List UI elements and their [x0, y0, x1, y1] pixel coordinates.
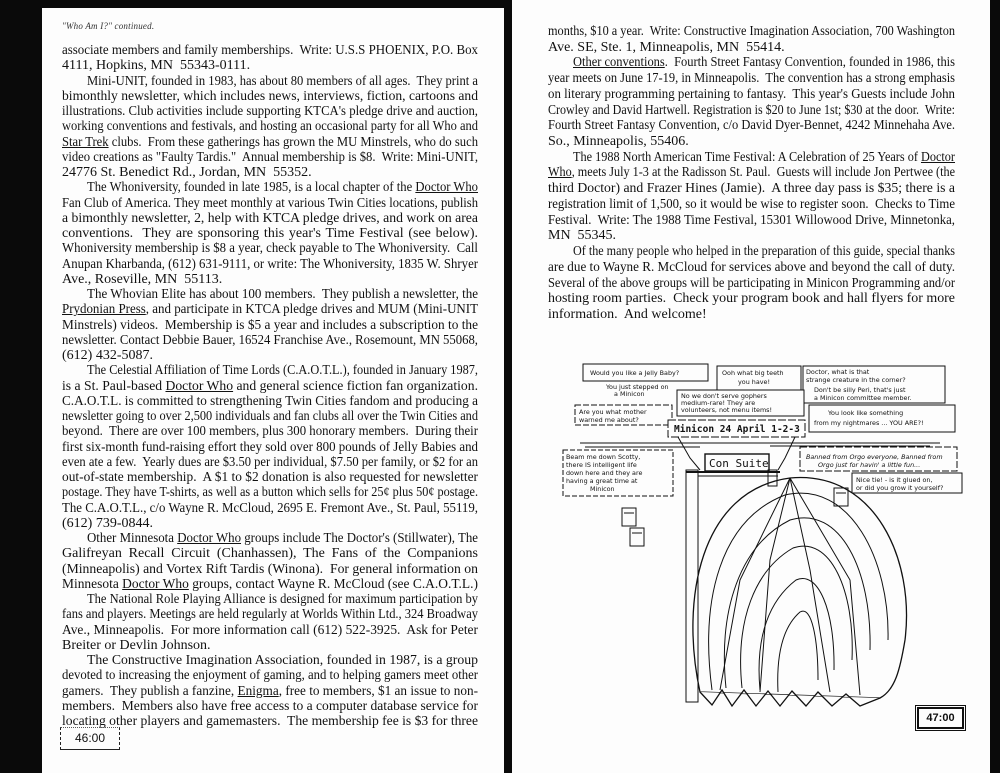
text-line: [548, 276, 955, 292]
text-line: [62, 119, 478, 134]
text-line: [62, 501, 478, 516]
text-line-content: members. Members also have free access to a computer database service for: [62, 698, 478, 714]
page-number-right: 47:00: [917, 707, 964, 729]
text-line: [548, 307, 955, 323]
svg-text:Orgo just for havin' a little: Orgo just for havin' a little fun...: [818, 461, 921, 469]
text-line: [62, 668, 478, 683]
svg-text:warned me about?: warned me about?: [579, 416, 639, 424]
text-line: [548, 244, 955, 260]
minicon-cartoon-illustration: [560, 355, 990, 710]
text-line: [62, 287, 478, 302]
text-line: [548, 134, 955, 150]
text-line-content: working conventions and festivals, and hosting an occasional party for all Who and: [62, 119, 478, 135]
text-line: [62, 211, 478, 226]
text-line: [62, 104, 478, 119]
svg-text:or did you grow it yourself?: or did you grow it yourself?: [856, 484, 944, 492]
text-line-content: on literary programming pertaining to fantasy. This year's Guests include John: [548, 86, 955, 102]
text-line-content: Ave. SE, Ste. 1, Minneapolis, MN 55414.: [548, 39, 785, 55]
text-line-content: Other conventions. Fourth Street Fantasy Convention, founded in 1986, this: [573, 55, 955, 71]
text-line-content: hosting room parties. Check your program book and hall flyers for more: [548, 291, 955, 307]
text-line: [548, 197, 955, 213]
svg-text:you have!: you have!: [738, 378, 771, 386]
running-head: "Who Am I?" continued.: [62, 21, 155, 31]
text-line-content: 4111, Hopkins, MN 55343-0111.: [62, 58, 251, 74]
svg-text:No we don't serve gophers: No we don't serve gophers: [681, 392, 767, 400]
text-line-content: Galifreyan Recall Circuit (Chanhassen), The Fans of the Companions: [62, 546, 478, 562]
text-line-content: Ave., Roseville, MN 55113.: [62, 271, 223, 287]
text-line-content: associate members and family memberships. Write: U.S.S PHOENIX, P.O. Box: [62, 43, 478, 58]
text-line-content: Crowley and David Hartwell. Registration is $20 to June 1st; $30 at the door. Write:: [548, 102, 955, 118]
text-line: [548, 181, 955, 197]
text-line: [548, 291, 955, 307]
text-line: [62, 333, 478, 348]
svg-text:Doctor, what is that: Doctor, what is that: [806, 368, 870, 376]
text-line-content: year meets on June 17-19, in Minneapolis. The convention has a strong emphasis: [548, 71, 955, 87]
svg-text:from my nightmares ... YOU ARE: from my nightmares ... YOU ARE?!: [814, 419, 924, 427]
svg-text:Minicon: Minicon: [590, 485, 615, 493]
svg-text:strange creature in the corner: strange creature in the corner?: [806, 376, 906, 384]
con-suite-text: Con Suite: [709, 457, 769, 470]
text-line-content: Prydonian Press, and participate in KTCA pledge drives and MUM (Mini-UNIT: [62, 302, 478, 318]
text-line: [62, 699, 478, 714]
text-line-content: C.A.O.T.L. is committed to strengthening Twin Cities fandom and producing a: [62, 393, 478, 409]
text-line-content: locating other players and gamemasters. The membership fee is $3 for three: [62, 714, 478, 729]
text-line: [548, 40, 955, 56]
text-line-content: information. And welcome!: [548, 306, 707, 322]
text-line-content: Ave., Minneapolis. For more information call (612) 522-3925. Ask for Peter: [62, 622, 478, 638]
text-line-content: Breiter or Devlin Johnson.: [62, 637, 211, 653]
text-line-content: Festival. Write: The 1988 Time Festival, 15301 Willowood Drive, Minnetonka,: [548, 212, 955, 228]
text-line: [62, 424, 478, 439]
text-line-content: Minnesota Doctor Who groups, contact Wayne R. McCloud (see C.A.O.T.L.): [62, 576, 478, 592]
text-line: [62, 348, 478, 363]
text-line: [62, 409, 478, 424]
text-line-content: Minstrels) videos. Membership is $5 a year and includes a subscription to the: [62, 317, 478, 333]
text-line-content: The National Role Playing Alliance is designed for maximum participation by: [87, 592, 478, 607]
text-line-content: postage. They have T-shirts, as well as a button which sells for 25¢ plus 50¢ postage.: [62, 485, 478, 501]
text-line: [62, 226, 478, 241]
text-line: [548, 150, 955, 166]
text-line-content: registration limit of 1,500, so it would be wise to register soon. Checks to Time: [548, 196, 955, 212]
text-line-content: Star Trek clubs. From these gatherings has grown the MU Minstrels, who do such: [62, 134, 478, 150]
right-page: [512, 0, 990, 773]
text-line: [548, 228, 955, 244]
text-line: [62, 58, 478, 73]
text-line: [62, 257, 478, 272]
text-line-content: Several of the above groups will be participating in Minicon Programming and/or: [548, 275, 955, 291]
text-line-content: Fourth Street Fantasy Convention, c/o David Dyer-Bennet, 4242 Minnehaha Ave.: [548, 118, 955, 134]
text-line: [62, 684, 478, 699]
text-line: [62, 165, 478, 180]
svg-text:a Minicon: a Minicon: [614, 390, 645, 398]
svg-text:there IS intelligent life: there IS intelligent life: [566, 461, 637, 469]
text-line-content: So., Minneapolis, 55406.: [548, 134, 689, 150]
text-line: [62, 531, 478, 546]
text-line: [548, 24, 955, 40]
svg-text:Nice tie! - is it glued on,: Nice tie! - is it glued on,: [856, 476, 933, 484]
text-line: [62, 440, 478, 455]
text-line-content: Anupan Kharbanda, (612) 631-9111, or write: The Whoniversity, 1835 W. Shryer: [62, 256, 478, 272]
svg-text:Ooh what big teeth: Ooh what big teeth: [722, 369, 784, 377]
text-line: [62, 43, 478, 58]
text-line-content: Who, meets July 1-3 at the Radisson St. Paul. Guests will include Jon Pertwee (the: [548, 165, 955, 181]
text-line-content: (Minneapolis) and Vortex Rift Tardis (Winona). For general information on: [62, 561, 478, 577]
text-line-content: newsletter going to over 2,500 individuals and fan clubs all over the Twin Cities and: [62, 409, 478, 424]
text-line: [62, 241, 478, 256]
text-line: [62, 302, 478, 317]
svg-text:You just stepped on: You just stepped on: [606, 383, 669, 391]
svg-text:Don't be silly Peri, that's ju: Don't be silly Peri, that's just: [814, 386, 906, 394]
text-line-content: illustrations. Club activities include supporting KTCA's pledge drive and auction,: [62, 104, 478, 119]
text-line: [62, 89, 478, 104]
minicon-banner-text: Minicon 24 April 1-2-3: [674, 424, 800, 435]
text-line: [62, 546, 478, 561]
svg-text:medium-rare! They are: medium-rare! They are: [681, 399, 756, 407]
text-line-content: conventions. They are sponsoring this year's Time Festival (see below).: [62, 226, 478, 241]
text-line: [548, 118, 955, 134]
text-line: [62, 638, 478, 653]
text-line-content: out-of-state membership. A $1 to $2 donation is also requested for newsletter: [62, 470, 478, 485]
text-line: [548, 55, 955, 71]
text-line: [548, 213, 955, 229]
text-line: [62, 577, 478, 592]
text-line: [548, 87, 955, 103]
text-line: [62, 272, 478, 287]
bubble-jelly-baby-text: Would you like a Jelly Baby?: [590, 369, 680, 377]
svg-text:down here and they are: down here and they are: [566, 469, 643, 477]
text-line: [62, 74, 478, 89]
svg-text:having a great time at: having a great time at: [566, 477, 638, 485]
text-line: [62, 714, 478, 729]
text-line-content: video creations as "Faulty Tardis." Annual membership is $8. Write: Mini-UNIT,: [62, 149, 478, 165]
text-line-content: The 1988 North American Time Festival: A Celebration of 25 Years of Doctor: [573, 149, 955, 165]
svg-text:Banned from Orgo everyone, Ban: Banned from Orgo everyone, Banned from: [806, 453, 943, 461]
text-line-content: bimonthly newsletter, which includes news, interviews, fiction, cartoons and: [62, 88, 478, 104]
text-line: [62, 485, 478, 500]
text-line: [62, 623, 478, 638]
text-line: [62, 653, 478, 668]
text-line: [548, 165, 955, 181]
text-line-content: Of the many people who helped in the preparation of this guide, special thanks: [573, 244, 955, 260]
text-line: [62, 135, 478, 150]
text-line-content: Other Minnesota Doctor Who groups include The Doctor's (Stillwater), The: [87, 531, 478, 546]
text-line-content: gamers. They publish a fanzine, Enigma, free to members, $1 an issue to non-: [62, 683, 478, 699]
svg-text:Beam me down Scotty,: Beam me down Scotty,: [566, 453, 641, 461]
text-line-content: are due to Wayne R. McCloud for services above and beyond the call of duty.: [548, 259, 955, 275]
text-line-content: first six-month fund-raising effort they sold over 800 pounds of Jelly Babies and: [62, 439, 478, 455]
text-line-content: (612) 739-0844.: [62, 515, 153, 531]
text-line: [62, 455, 478, 470]
text-line-content: third Doctor) and Frazer Hines (Jamie). A three day pass is $35; there is a: [548, 181, 955, 197]
text-line: [62, 379, 478, 394]
text-line: [62, 516, 478, 531]
text-line: [62, 470, 478, 485]
text-line-content: is a St. Paul-based Doctor Who and general science fiction fan organization.: [62, 378, 478, 394]
text-line: [62, 150, 478, 165]
page-number-left: 46:00: [60, 727, 120, 750]
text-line-content: (612) 432-5087.: [62, 348, 153, 363]
text-line-content: Fan Club of America. They meet monthly at various Twin Cities locations, publish: [62, 195, 478, 211]
text-line-content: The Constructive Imagination Association, founded in 1987, is a group: [87, 653, 478, 668]
svg-text:You look like something: You look like something: [828, 409, 904, 417]
text-line-content: Mini-UNIT, founded in 1983, has about 80 members of all ages. They print a: [87, 73, 478, 89]
text-line-content: The Whovian Elite has about 100 members. They publish a newsletter, the: [87, 287, 478, 302]
text-line: [548, 260, 955, 276]
right-page-text: [548, 24, 955, 323]
text-line-content: The Whoniversity, founded in late 1985, is a local chapter of the Doctor Who: [87, 180, 478, 196]
text-line: [62, 592, 478, 607]
text-line-content: Whoniversity membership is $8 a year, check payable to The Whoniversity. Call: [62, 241, 478, 257]
text-line-content: devoted to increasing the enjoyment of gaming, and to helping gamers meet other: [62, 668, 478, 684]
svg-text:Are you what mother: Are you what mother: [579, 408, 647, 416]
text-line-content: The C.A.O.T.L., c/o Wayne R. McCloud, 2695 E. Fremont Ave., St. Paul, 55119,: [62, 500, 478, 516]
text-line-content: months, $10 a year. Write: Constructive Imagination Association, 700 Washington: [548, 24, 955, 39]
text-line: [62, 196, 478, 211]
text-line-content: even ate a few. Yearly dues are $3.50 per individual, $7.50 per family, or $2 for an: [62, 454, 478, 470]
text-line: [62, 180, 478, 195]
text-line-content: MN 55345.: [548, 228, 617, 244]
text-line-content: beyond. There are over 100 members, plus 300 honorary members. During their: [62, 424, 478, 440]
text-line: [62, 318, 478, 333]
text-line: [62, 562, 478, 577]
text-line: [62, 607, 478, 622]
svg-text:volunteers, not menu items!: volunteers, not menu items!: [681, 406, 773, 414]
text-line-content: 24776 St. Benedict Rd., Jordan, MN 55352.: [62, 165, 312, 180]
left-page-text: [62, 43, 478, 729]
text-line: [548, 103, 955, 119]
text-line: [548, 71, 955, 87]
text-line-content: The Celestial Affiliation of Time Lords (C.A.O.T.L.), founded in January 1987,: [87, 363, 478, 379]
text-line: [62, 394, 478, 409]
text-line-content: fans and players. Meetings are held regularly at Worlds Within Ltd., 324 Broadway: [62, 607, 478, 623]
svg-text:a Minicon committee member.: a Minicon committee member.: [814, 394, 912, 402]
left-page: [42, 8, 504, 773]
text-line: [62, 363, 478, 378]
text-line-content: newsletter. Contact Debbie Bauer, 16524 Franchise Ave., Rosemount, MN 55068,: [62, 332, 478, 348]
text-line-content: a bimonthly newsletter, 2, help with KTCA pledge drives, and work on area: [62, 210, 478, 226]
